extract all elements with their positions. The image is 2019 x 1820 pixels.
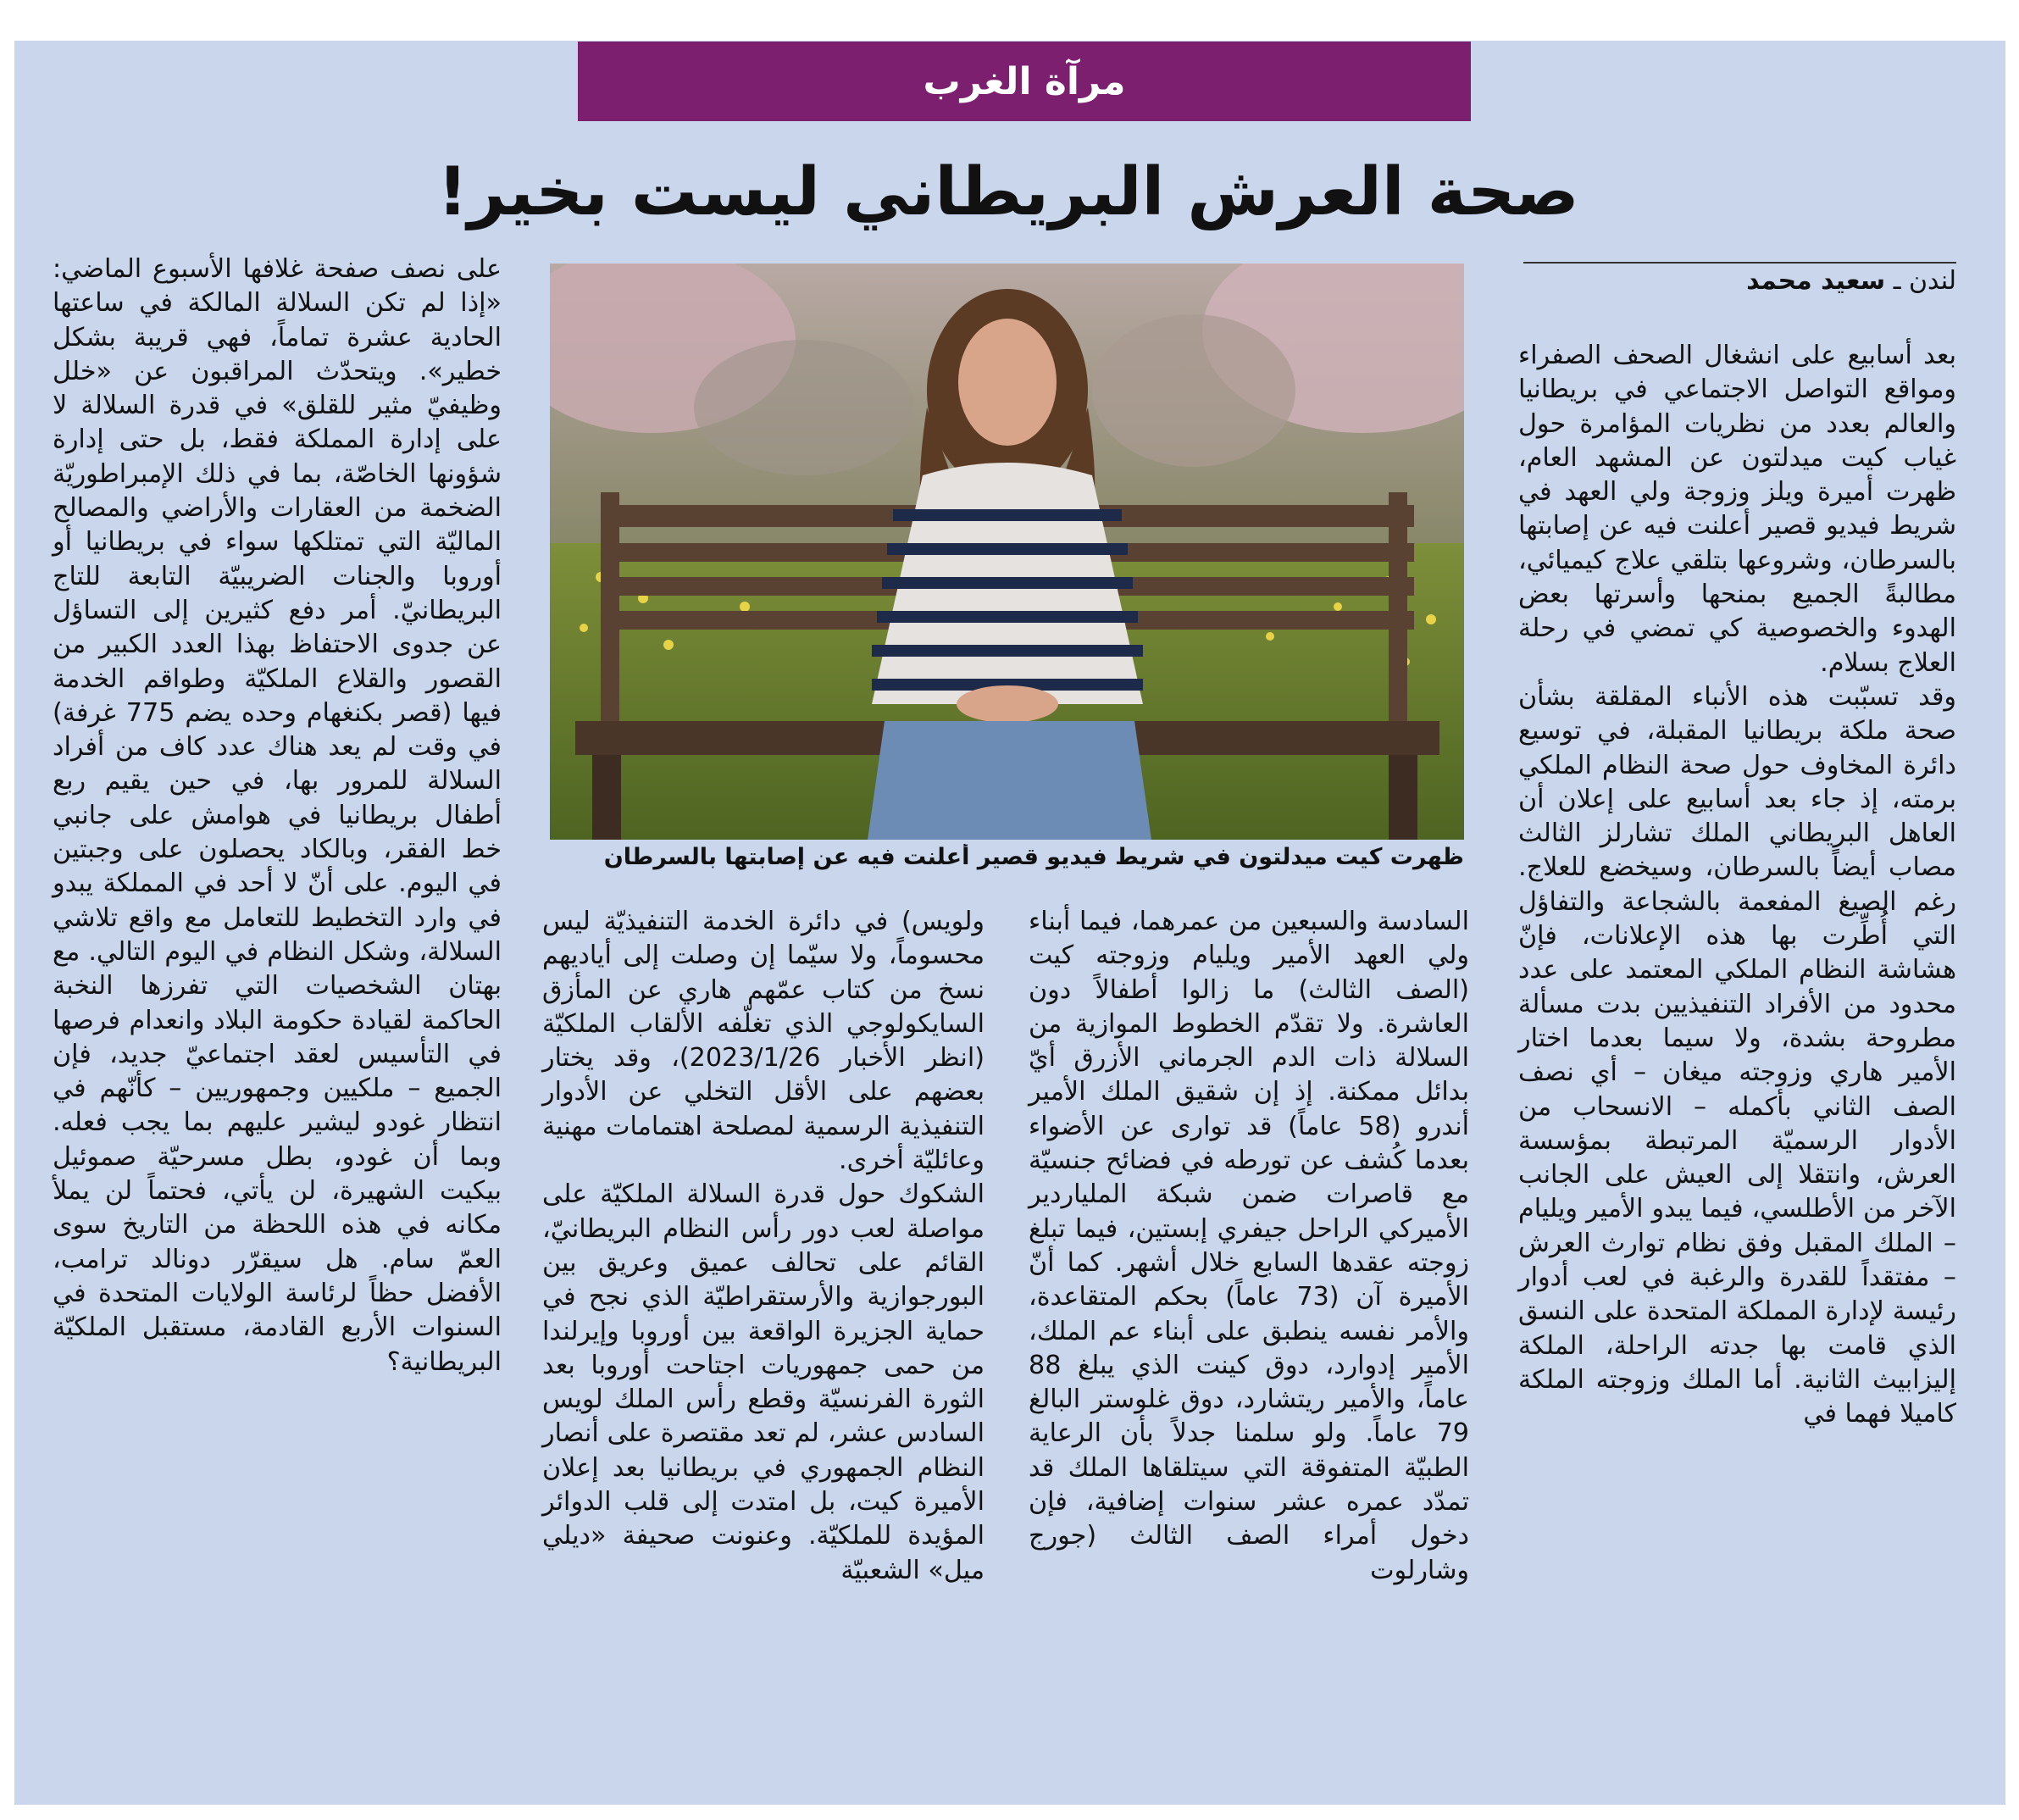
section-banner: مرآة الغرب <box>578 42 1471 121</box>
paragraph: السادسة والسبعين من عمرهما، فيما أبناء ولي العهد الأمير ويليام وزوجته كيت (الصف الثالث) ما زالوا أطفالاً دون العاشرة. ولا تقدّم الخطوط الموازية من السلالة ذات الدم الجرماني الأزرق أيّ بدائل ممكنة. إذ إن شقيق الملك الأمير أندرو (58 عاماً) قد توارى عن الأضواء بعدما كُشف عن تورطه في فضائح جنسيّة مع قاصرات ضمن شبكة الملياردير الأميركي الراحل جيفري إبستين، فيما تبلغ زوجته عقدها السابع خلال أشهر. كما أنّ الأميرة آن (73 عاماً) بحكم المتقاعدة، والأمر نفسه ينطبق على أبناء عم الملك، الأمير إدوارد، دوق كينت الذي يبلغ 88 عاماً، والأمير ريتشارد، دوق غلوستر البالغ 79 عاماً. ولو سلمنا جدلاً بأن الرعاية الطبيّة المتفوقة التي سيتلقاها الملك قد تمدّد عمره عشر سنوات إضافية، فإن دخول أمراء الصف الثالث (جورج وشارلوت <box>1029 907 1469 1585</box>
headline: صحة العرش البريطاني ليست بخير! <box>437 154 1579 230</box>
paragraph: وقد تسبّبت هذه الأنباء المقلقة بشأن صحة ملكة بريطانيا المقبلة، في توسيع دائرة المخاوف حول صحة النظام الملكي برمته، إذ جاء بعد أسابيع على إعلان أن العاهل البريطاني الملك تشارلز الثالث مصاب أيضاً بالسرطان، وسيخضع للعلاج. رغم الصيغ المفعمة بالشجاعة والتفاؤل التي أُطِّرت بها هذه الإعلانات، فإنّ هشاشة النظام الملكي المعتمد على عدد محدود من الأفراد التنفيذيين بدت مسألة مطروحة بشدة، ولا سيما بعدما اختار الأمير هاري وزوجته ميغان – أي نصف الصف الثاني بأكمله – الانسحاب من الأدوار الرسميّة المرتبطة بمؤسسة العرش، وانتقلا إلى العيش على الجانب الآخر من الأطلسي، فيما يبدو الأمير ويليام – الملك المقبل وفق نظام توارث العرش – مفتقداً للقدرة والرغبة في لعب أدوار رئيسة لإدارة المملكة المتحدة على النسق الذي قامت بها جدته الراحلة، الملكة إليزابيث الثانية. أما الملك وزوجته الملكة كاميلا فهما في <box>1518 681 1956 1429</box>
paragraph: بعد أسابيع على انشغال الصحف الصفراء ومواقع التواصل الاجتماعي في بريطانيا والعالم بعدد من نظريات المؤامرة حول غياب كيت ميدلتون عن المشهد العام، ظهرت أميرة ويلز وزوجة ولي العهد في شريط فيديو قصير أعلنت فيه عن إصابتها بالسرطان، وشروعها بتلقي علاج كيميائي، مطالبةً الجميع بمنحها وأسرتها بعض الهدوء والخصوصية كي تمضي في رحلة العلاج بسلام. <box>1518 341 1956 678</box>
paragraph: ولويس) في دائرة الخدمة التنفيذيّة ليس محسوماً، ولا سيّما إن وصلت إلى أياديهم نسخ من كتاب عمّهم هاري عن المأزق السايكولوجي الذي تغلّفه الألقاب الملكيّة (انظر الأخبار 2023/1/26)، وقد يختار بعضهم على الأقل التخلي عن الأدوار التنفيذية الرسمية لمصلحة اهتمامات مهنية وعائليّة أخرى. <box>542 907 985 1176</box>
article-column-2 <box>1029 905 1469 1752</box>
byline-rule <box>1523 262 1956 264</box>
paragraph: الشكوك حول قدرة السلالة الملكيّة على مواصلة لعب دور رأس النظام البريطانيّ، القائم على تحالف عميق وعريق بين البورجوازية والأرستقراطيّة الذي نجح في حماية الجزيرة الواقعة بين أوروبا وإيرلندا من حمى جمهوريات اجتاحت أوروبا بعد الثورة الفرنسيّة وقطع رأس الملك لويس السادس عشر، لم تعد مقتصرة على أنصار النظام الجمهوري في بريطانيا بعد إعلان الأميرة كيت، بل امتدت إلى قلب الدوائر المؤيدة للملكيّة. وعنونت صحيفة «ديلي ميل» الشعبيّة <box>542 1179 985 1585</box>
article-column-1 <box>1518 339 1956 1779</box>
photo-illustration <box>550 264 1464 840</box>
article-column-4 <box>53 252 502 1778</box>
paragraph: على نصف صفحة غلافها الأسبوع الماضي: «إذا لم تكن السلالة المالكة في ساعتها الحادية عشرة تماماً، فهي قريبة بشكل خطير». ويتحدّث المراقبون عن «خلل وظيفيّ مثير للقلق» في قدرة السلالة لا على إدارة المملكة فقط، بل حتى إدارة شؤونها الخاصّة، بما في ذلك الإمبراطوريّة الضخمة من العقارات والأراضي والمصالح الماليّة التي تمتلكها سواء في بريطانيا أو أوروبا والجنات الضريبيّة التابعة للتاج البريطانيّ. أمر دفع كثيرين إلى التساؤل عن جدوى الاحتفاظ بهذا العدد الكبير من القصور والقلاع الملكيّة وطواقم الخدمة فيها (قصر بكنغهام وحده يضم 775 غرفة) في وقت لم يعد هناك عدد كاف من أفراد السلالة للمرور بها، في حين يقيم ربع أطفال بريطانيا في هوامش على جانبي خط الفقر، وبالكاد يحصلون على وجبتين في اليوم. على أنّ لا أحد في المملكة يبدو في وارد التخطيط للتعامل مع واقع تلاشي السلالة، وشكل النظام في اليوم التالي. مع بهتان الشخصيات التي تفرزها النخبة الحاكمة لقيادة حكومة البلاد وانعدام فرصها في التأسيس لعقد اجتماعيّ جديد، فإن الجميع – ملكيين وجمهوريين – كأنّهم في انتظار غودو ليشير عليهم بما يجب فعله. وبما أن غودو، بطل مسرحيّة صموئيل بيكيت الشهيرة، لن يأتي، فحتماً لن يملأ مكانه في هذه اللحظة من التاريخ سوى العمّ سام. هل سيقرّر دونالد ترامب، الأفضل حظاً لرئاسة الولايات المتحدة في السنوات الأربع القادمة، مستقبل الملكيّة البريطانية؟ <box>53 254 502 1377</box>
article-column-3 <box>542 905 985 1752</box>
byline <box>1523 266 1956 303</box>
byline-place: لندن ـ <box>1893 266 1956 296</box>
byline-author: سعيد محمد <box>1746 266 1886 296</box>
article-photo <box>550 264 1464 840</box>
photo-caption: ظهرت كيت ميدلتون في شريط فيديو قصير أعلنت فيه عن إصابتها بالسرطان <box>603 844 1464 870</box>
